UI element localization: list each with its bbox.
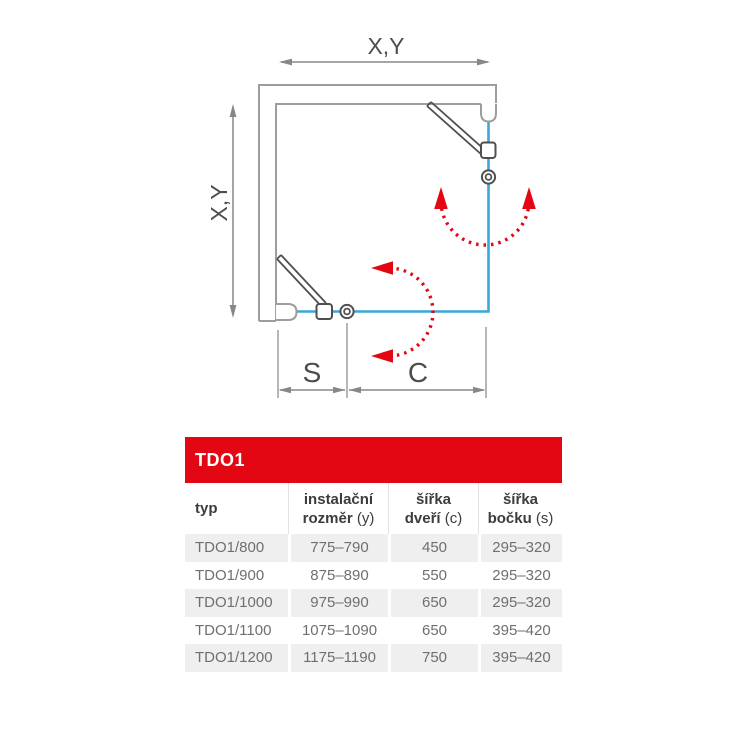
- swing-arrow-left-bottom-icon: [371, 349, 393, 363]
- table-row: [185, 562, 562, 590]
- cell-typ: TDO1/1100: [185, 617, 288, 645]
- wall-outline: [259, 85, 496, 321]
- cell-typ: TDO1/800: [185, 534, 288, 562]
- column-header-door-width: šířka dveří (c): [388, 483, 478, 534]
- cell-door-width: 650: [388, 617, 478, 645]
- dim-arrow-s-left-icon: [279, 387, 292, 394]
- cell-side-width: 395–420: [478, 644, 562, 672]
- dimension-label-c: C: [407, 357, 429, 388]
- support-bar-top-icon: [427, 102, 486, 155]
- hinge-top-icon: [481, 143, 496, 159]
- cell-install-size: 1175–1190: [288, 644, 388, 672]
- support-bar-bottom-icon: [277, 255, 326, 307]
- table-title: TDO1: [195, 450, 246, 470]
- cell-door-width: 650: [388, 589, 478, 617]
- spec-table: [185, 437, 562, 672]
- door-swing-arc-right: [434, 187, 536, 245]
- dim-arrow-down-icon: [230, 305, 237, 318]
- cell-door-width: 750: [388, 644, 478, 672]
- glass-panels-line: [297, 121, 489, 312]
- wall-profile-bottom-icon: [276, 304, 297, 320]
- swing-arrow-up-left-icon: [434, 187, 448, 209]
- cell-side-width: 295–320: [478, 534, 562, 562]
- dim-arrow-right-icon: [477, 59, 490, 66]
- swing-arrow-up-right-icon: [522, 187, 536, 209]
- table-row: [185, 617, 562, 645]
- cell-side-width: 395–420: [478, 617, 562, 645]
- dimension-label-s: S: [302, 357, 322, 388]
- column-header-typ: typ: [195, 500, 218, 517]
- cell-side-width: 295–320: [478, 562, 562, 590]
- table-row: [185, 534, 562, 562]
- cell-typ: TDO1/900: [185, 562, 288, 590]
- dim-arrow-left-icon: [279, 59, 292, 66]
- table-row: [185, 644, 562, 672]
- table-header-row: [185, 483, 562, 534]
- cell-typ: TDO1/1000: [185, 589, 288, 617]
- hinge-bottom-icon: [317, 304, 333, 319]
- dim-arrow-c-left-icon: [349, 387, 362, 394]
- cell-install-size: 775–790: [288, 534, 388, 562]
- dimension-label-top: X,Y: [367, 33, 405, 59]
- column-header-side-width: šířka bočku (s): [478, 483, 562, 534]
- table-row: [185, 589, 562, 617]
- dimension-label-left: X,Y: [206, 184, 232, 222]
- cell-typ: TDO1/1200: [185, 644, 288, 672]
- cell-door-width: 550: [388, 562, 478, 590]
- pivot-knob-top-icon: [482, 170, 495, 183]
- cell-door-width: 450: [388, 534, 478, 562]
- dimension-top: [279, 59, 490, 66]
- column-header-install-size: instalační rozměr (y): [288, 483, 388, 534]
- cell-install-size: 975–990: [288, 589, 388, 617]
- swing-arrow-left-top-icon: [371, 261, 393, 275]
- cell-side-width: 295–320: [478, 589, 562, 617]
- dim-arrow-c-right-icon: [473, 387, 486, 394]
- pivot-knob-bottom-icon: [340, 305, 353, 318]
- dim-arrow-up-icon: [230, 104, 237, 117]
- cell-install-size: 875–890: [288, 562, 388, 590]
- table-title-bar: [185, 437, 562, 483]
- wall-profile-top-icon: [481, 104, 496, 122]
- cell-install-size: 1075–1090: [288, 617, 388, 645]
- dim-arrow-s-right-icon: [333, 387, 346, 394]
